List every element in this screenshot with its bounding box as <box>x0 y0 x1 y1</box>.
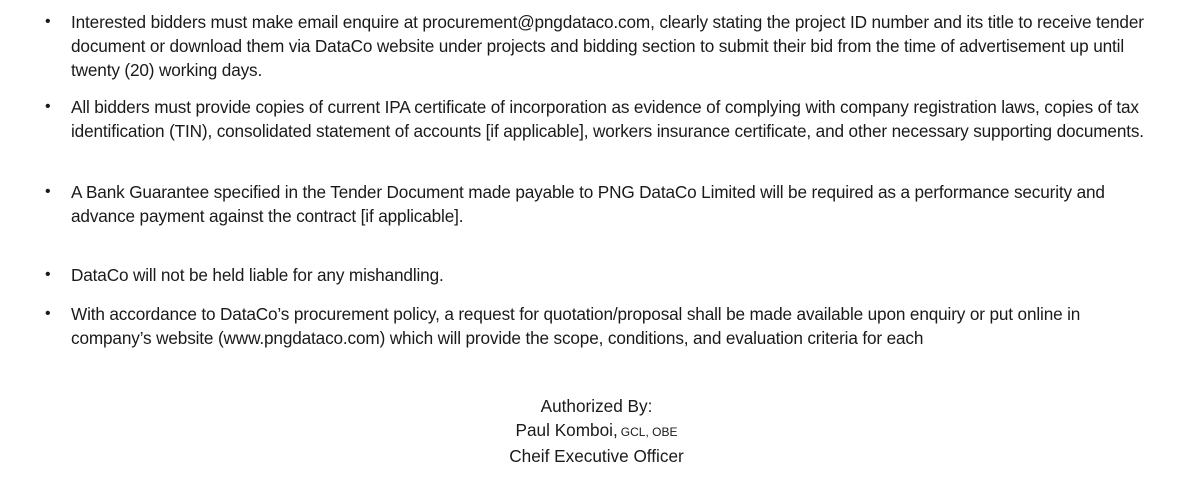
signature-heading: Authorized By: <box>540 396 653 416</box>
bullet-marker: • <box>45 305 51 322</box>
bullet-marker: • <box>45 183 51 200</box>
signatory-name-row <box>0 418 1193 444</box>
list-item-text: A Bank Guarantee specified in the Tender Document made payable to PNG DataCo Limited will be required as a performance security and advance payment against the contract [if applicable]. <box>71 182 1105 226</box>
signatory-name: Paul Komboi, <box>515 420 618 440</box>
signatory-title: Cheif Executive Officer <box>509 446 684 466</box>
bullet-marker: • <box>45 266 51 283</box>
post-nominal-letters: GCL, OBE <box>620 425 678 439</box>
list-item-text: Interested bidders must make email enquire at procurement@pngdataco.com, clearly stating the project ID number and its title to receive tender document or download them via DataCo website under projects and bidding section to submit their bid from the time of advertisement up until twenty (20) working days. <box>71 12 1144 80</box>
list-item-text: All bidders must provide copies of current IPA certificate of incorporation as evidence of complying with company registration laws, copies of tax identification (TIN), consolidated statement of accounts [if applicable], workers insurance certificate, and other necessary supporting documents. <box>71 97 1144 141</box>
list-item-text: With accordance to DataCo’s procurement policy, a request for quotation/proposal shall be made available upon enquiry or put online in company’s website (www.pngdataco.com) which will provide the scope, conditions, and evaluation criteria for each <box>71 304 1081 348</box>
bullet-marker: • <box>45 98 51 115</box>
signature-block <box>0 394 1193 468</box>
bullet-marker: • <box>45 13 51 30</box>
list-item-text: DataCo will not be held liable for any mishandling. <box>71 265 444 285</box>
